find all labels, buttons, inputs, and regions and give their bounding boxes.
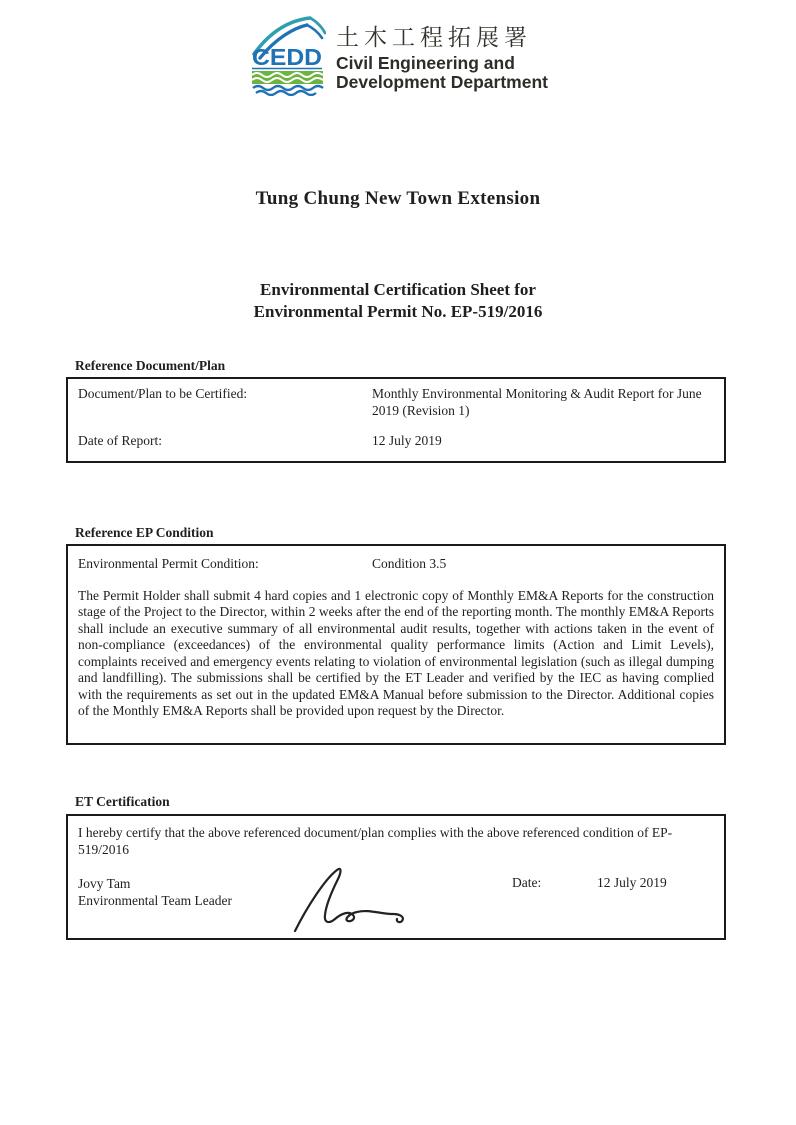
signer-name: Jovy Tam [78, 876, 131, 891]
signer-title: Environmental Team Leader [78, 893, 232, 908]
document-certified-label: Document/Plan to be Certified: [78, 386, 248, 401]
department-name-english-line2: Development Department [336, 72, 548, 92]
signature-area [68, 875, 724, 947]
cedd-logo-text [336, 12, 548, 92]
project-title: Tung Chung New Town Extension [255, 188, 541, 209]
cedd-logo [252, 12, 548, 96]
reference-ep-condition-box [66, 544, 726, 745]
reference-document-box [66, 377, 726, 463]
reference-ep-condition-heading: Reference EP Condition [75, 525, 214, 540]
date-of-report-value: 12 July 2019 [372, 433, 442, 448]
document-certified-value: Monthly Environmental Monitoring & Audit Report for June 2019 (Revision 1) [372, 386, 702, 418]
document-title-line2: Environmental Permit No. EP-519/2016 [253, 302, 543, 321]
document-title-line1: Environmental Certification Sheet for [260, 280, 536, 299]
cedd-acronym: CEDD [252, 44, 322, 70]
permit-condition-label: Environmental Permit Condition: [78, 556, 259, 571]
date-of-report-label: Date of Report: [78, 433, 162, 448]
date-label: Date: [512, 875, 542, 890]
signature-icon [273, 863, 413, 941]
document-certified-row [68, 386, 724, 419]
reference-document-heading: Reference Document/Plan [75, 358, 226, 373]
permit-condition-text: The Permit Holder shall submit 4 hard copies and 1 electronic copy of Monthly EM&A Reports for the construction stage of the Project to the Director, within 2 weeks after the end of the reporting month. The monthly EM&A Reports shall include an executive summary of all environmental audit results, together with actions taken in the event of non-compliance (exceedances) of the environmental quality performance limits (Action and Limit Levels), complaints received and emergency events relating to violation of environmental legislation (such as illegal dumping and landfilling). The submissions shall be certified by the ET Leader and verified by the IEC as having complied with the requirements as set out in the updated EM&A Manual before submission to the Director. Additional copies of the Monthly EM&A Reports shall be provided upon request by the Director. [78, 587, 714, 718]
permit-condition-value: Condition 3.5 [372, 556, 447, 571]
et-certification-heading: ET Certification [75, 794, 170, 809]
cedd-logo-icon [252, 12, 326, 96]
date-of-report-row [68, 433, 724, 450]
department-name-chinese: 土木工程拓展署 [336, 24, 532, 50]
et-certification-box [66, 814, 726, 940]
date-value: 12 July 2019 [597, 875, 667, 890]
certification-statement: I hereby certify that the above referenced document/plan complies with the above referenced condition of EP-519/2016 [78, 825, 673, 857]
permit-condition-row [68, 556, 724, 573]
department-name-english-line1: Civil Engineering and [336, 53, 515, 73]
document-title [0, 279, 796, 323]
